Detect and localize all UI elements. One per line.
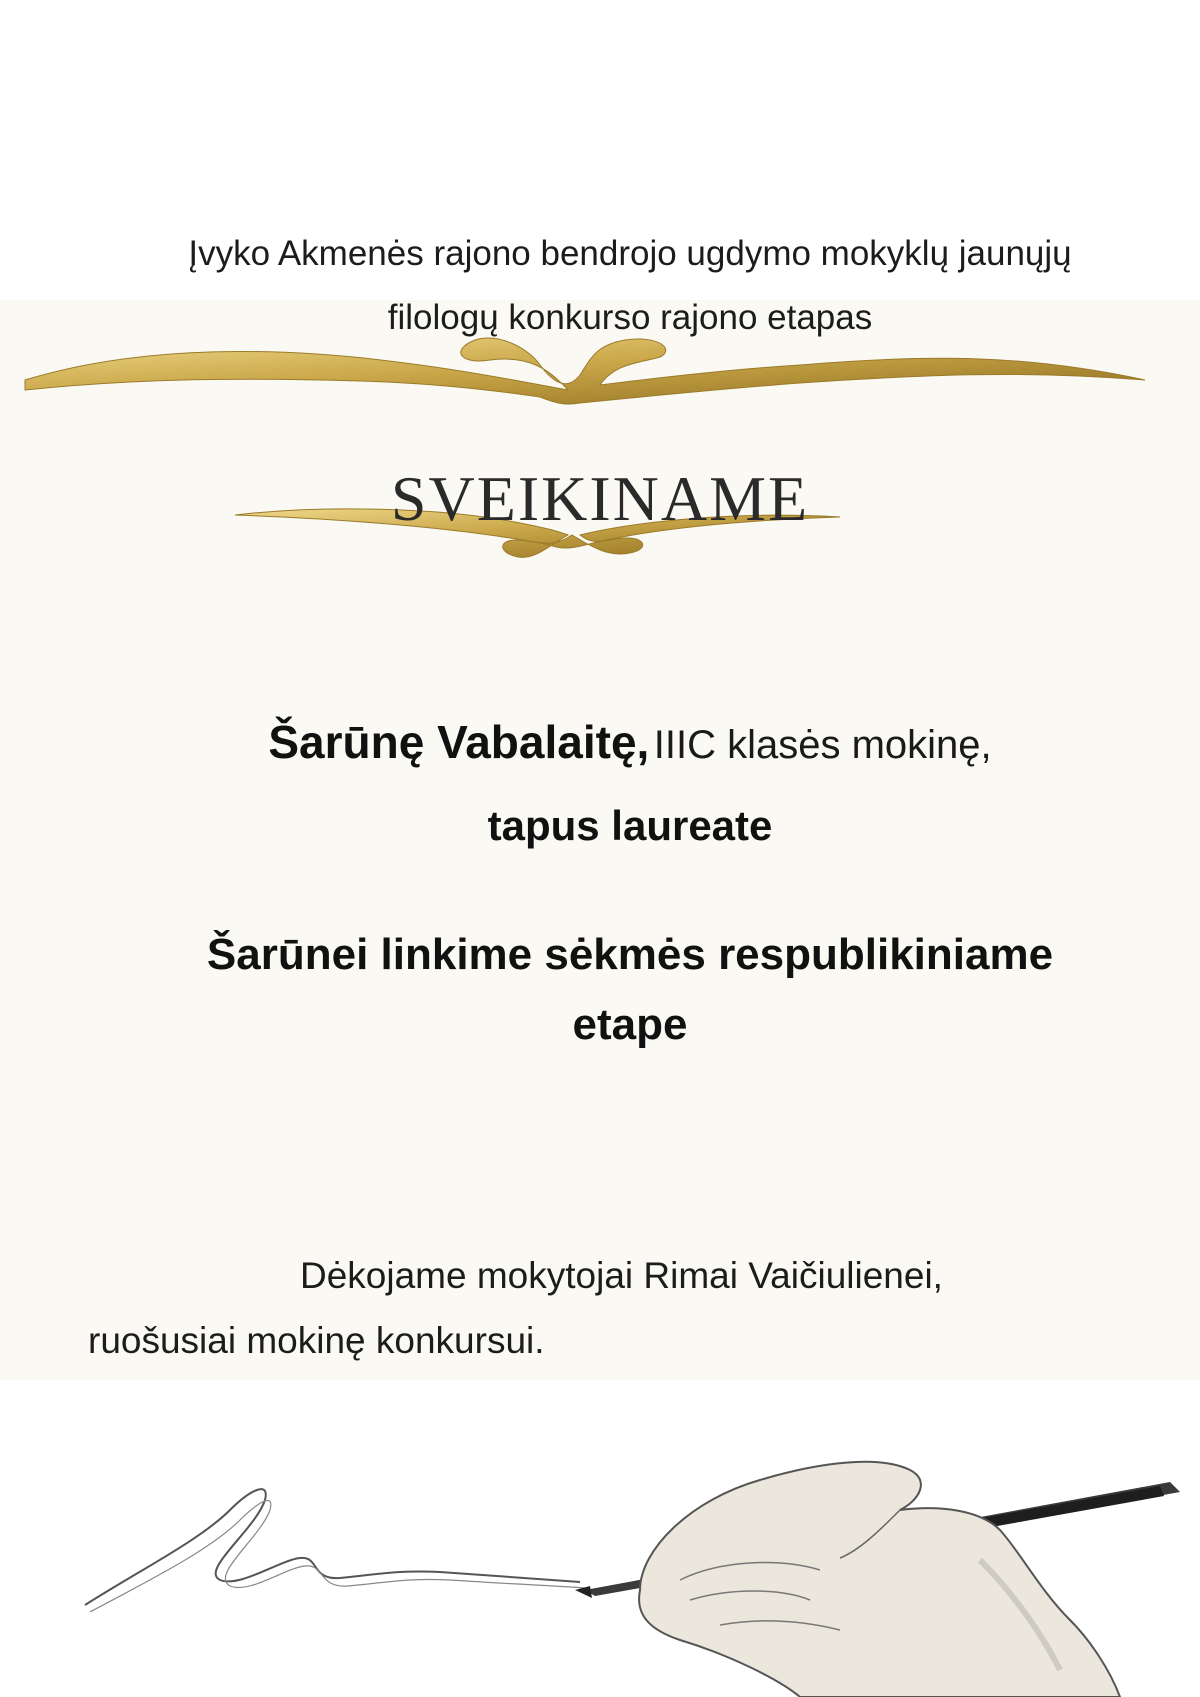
intro-line-2: filologų konkurso rajono etapas: [387, 298, 873, 337]
wish-line-1: Šarūnei linkime sėkmės respublikiniame: [206, 930, 1054, 979]
student-class: IIIC klasės mokinę,: [653, 723, 992, 767]
thanks-line-1: Dėkojame mokytojai Rimai Vaičiulienei,: [300, 1255, 943, 1296]
wish-text: [100, 920, 1160, 1060]
student-name: Šarūnę Vabalaitę,: [268, 716, 650, 768]
headline-congratulations: SVEIKINAME: [390, 463, 810, 534]
laureate-block: [130, 706, 1130, 862]
intro-line-1: Įvyko Akmenės rajono bendrojo ugdymo mokyklų jaunųjų: [188, 234, 1072, 273]
thanks-line-2: ruošusiai mokinę konkursui.: [88, 1320, 545, 1361]
laureate-status: tapus laureate: [487, 802, 773, 849]
intro-text: [80, 222, 1180, 350]
hand-writing-signature-icon: [80, 1440, 1190, 1697]
wish-line-2: etape: [572, 1000, 688, 1049]
laureate-line-1: [130, 706, 1130, 790]
